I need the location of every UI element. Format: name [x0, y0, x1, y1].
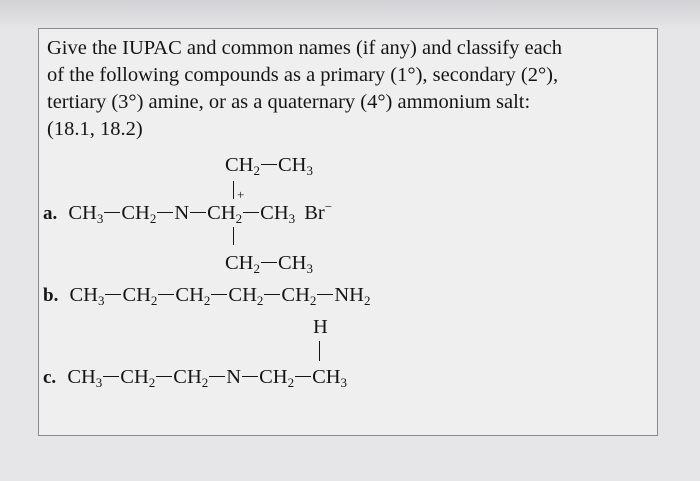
compound-a-label: a. — [43, 203, 58, 224]
compound-b-chain: b. $CH_3$ $CH_2$ $CH_2$ $CH_2$ $CH_2$ $NH_2$ — [43, 284, 371, 308]
compound-c-chain: c. $CH_3$ $CH_2$ $CH_2$ N $CH_2$ $CH_3$ — [43, 366, 348, 390]
compound-a-top-branch: $CH_2$ $CH_3$ — [225, 154, 313, 178]
question-text — [47, 35, 655, 143]
compound-a-nitrogen: N — [174, 202, 190, 224]
compound-c-label: c. — [43, 367, 57, 388]
compound-a-positive-charge: + — [237, 187, 245, 202]
compound-c-hydrogen: H — [313, 316, 328, 338]
question-line-2: of the following compounds as a primary (1°), secondary (2°), — [47, 64, 559, 86]
compound-a-bottom-branch: $CH_2$ $CH_3$ — [225, 252, 313, 276]
photo-background — [0, 0, 700, 30]
question-line-3: tertiary (3°) amine, or as a quaternary (4°) ammonium salt: — [47, 91, 531, 113]
bromide-anion: Br — [304, 202, 325, 224]
compound-a-main-chain: a. $CH_3$ $CH_2$ N $CH_2$ $CH_3$ Br− — [43, 199, 333, 226]
question-card — [38, 28, 658, 436]
compound-b-label: b. — [43, 285, 59, 306]
question-line-4: (18.1, 18.2) — [47, 118, 143, 140]
question-line-1: Give the IUPAC and common names (if any) and classify each — [47, 37, 563, 59]
compound-c-nitrogen: N — [226, 366, 242, 388]
compound-c-nh-bond — [319, 341, 320, 361]
compound-a-lower-bond — [233, 227, 234, 245]
compound-a-upper-bond — [233, 181, 234, 199]
